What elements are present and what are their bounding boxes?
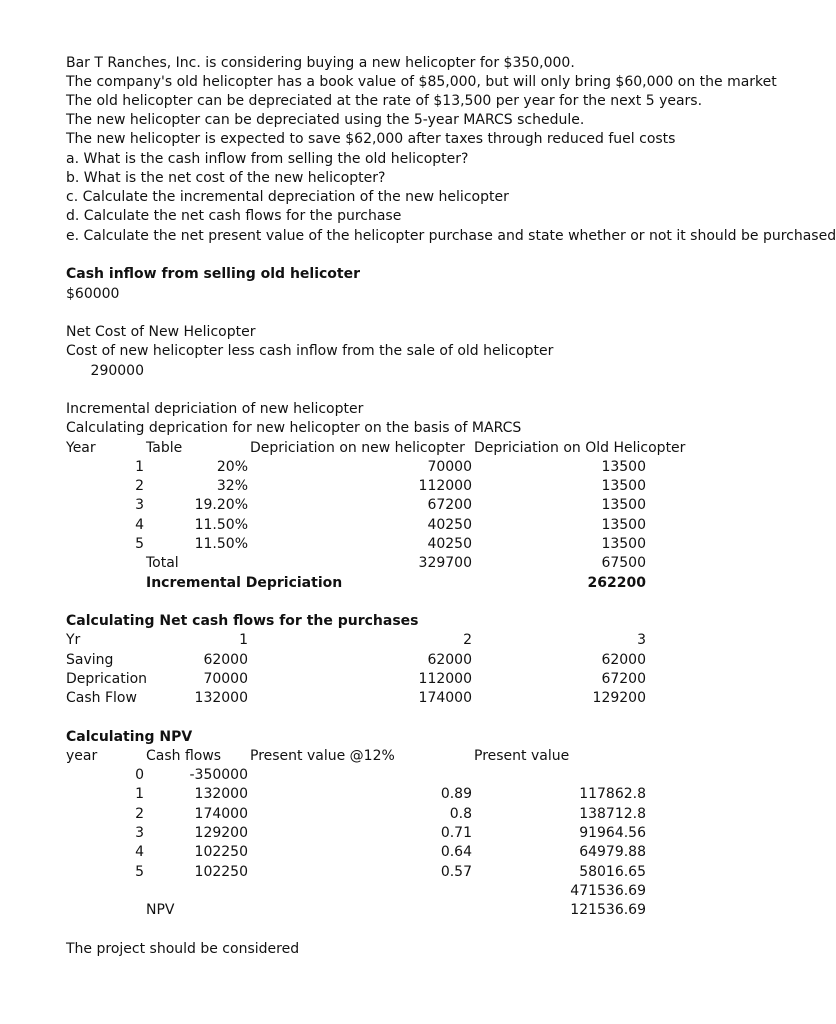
table-cell: 11.50% <box>194 517 248 533</box>
year-cell: 4 <box>135 844 144 860</box>
new-depreciation-cell: 112000 <box>418 478 472 494</box>
intro-text: The new helicopter can be depreciated using the 5-year MARCS schedule. <box>66 112 585 128</box>
depreciation-description-text: Calculating deprication for new helicopter on the basis of MARCS <box>66 420 522 436</box>
header-cash-flows: Cash flows <box>146 748 222 764</box>
intro-text: The old helicopter can be depreciated at the rate of $13,500 per year for the next 5 years. <box>66 93 703 109</box>
row-label: Saving <box>66 652 114 668</box>
year-cell: 0 <box>135 767 144 783</box>
year-cell: 2 <box>135 806 144 822</box>
intro-text: The new helicopter is expected to save $62,000 after taxes through reduced fuel costs <box>66 131 676 147</box>
incremental-value: 262200 <box>587 575 646 591</box>
col-3: 129200 <box>592 690 646 706</box>
net-cost-heading-text: Net Cost of New Helicopter <box>66 324 256 340</box>
header-old-depreciation: Depriciation on Old Helicopter <box>474 440 686 456</box>
old-depreciation-cell: 13500 <box>601 536 646 552</box>
intro-text: Bar T Ranches, Inc. is considering buying a new helicopter for $350,000. <box>66 55 575 71</box>
col-1: 70000 <box>203 671 248 687</box>
intro-text: The company's old helicopter has a book value of $85,000, but will only bring $60,000 on the market <box>66 74 777 90</box>
intro-text: c. Calculate the incremental depreciation of the new helicopter <box>66 189 509 205</box>
col-3: 67200 <box>601 671 646 687</box>
year-cell: 4 <box>135 517 144 533</box>
pv-factor-cell: 0.57 <box>440 864 472 880</box>
old-depreciation-cell: 13500 <box>601 459 646 475</box>
cash-flow-cell: 132000 <box>194 786 248 802</box>
conclusion-text: The project should be considered <box>66 941 300 957</box>
table-cell: 32% <box>216 478 248 494</box>
header-table: Table <box>146 440 183 456</box>
cash-flow-cell: 102250 <box>194 844 248 860</box>
cash-flow-cell: 129200 <box>194 825 248 841</box>
cash-flow-cell: 174000 <box>194 806 248 822</box>
npv-value: 121536.69 <box>570 902 646 918</box>
cash-inflow-value-text: $60000 <box>66 286 120 302</box>
pv-factor-cell: 0.64 <box>440 844 472 860</box>
npv-heading-text: Calculating NPV <box>66 729 193 745</box>
year-cell: 2 <box>135 478 144 494</box>
intro-text: b. What is the net cost of the new helicopter? <box>66 170 386 186</box>
table-cell: 19.20% <box>194 497 248 513</box>
intro-text: e. Calculate the net present value of the helicopter purchase and state whether or not it should be purchased <box>66 228 836 244</box>
old-depreciation-cell: 13500 <box>601 497 646 513</box>
present-value-cell: 117862.8 <box>579 786 646 802</box>
present-value-cell: 58016.65 <box>579 864 646 880</box>
col-2: 112000 <box>418 671 472 687</box>
cashflows-heading-text: Calculating Net cash flows for the purchases <box>66 613 419 629</box>
row-label: Yr <box>66 632 81 648</box>
intro-text: d. Calculate the net cash flows for the purchase <box>66 208 402 224</box>
total-new: 329700 <box>418 555 472 571</box>
table-cell: 11.50% <box>194 536 248 552</box>
npv-label: NPV <box>146 902 175 918</box>
header-present-value: Present value <box>474 748 570 764</box>
year-cell: 3 <box>135 825 144 841</box>
new-depreciation-cell: 67200 <box>427 497 472 513</box>
incremental-label: Incremental Depriciation <box>146 575 343 591</box>
intro-text: a. What is the cash inflow from selling the old helicopter? <box>66 151 469 167</box>
new-depreciation-cell: 70000 <box>427 459 472 475</box>
year-cell: 1 <box>135 459 144 475</box>
old-depreciation-cell: 13500 <box>601 517 646 533</box>
col-2: 2 <box>463 632 472 648</box>
col-3: 3 <box>637 632 646 648</box>
col-1: 132000 <box>194 690 248 706</box>
col-2: 62000 <box>427 652 472 668</box>
net-cost-description-text: Cost of new helicopter less cash inflow from the sale of old helicopter <box>66 343 554 359</box>
col-1: 1 <box>239 632 248 648</box>
cash-flow-cell: -350000 <box>189 767 248 783</box>
old-depreciation-cell: 13500 <box>601 478 646 494</box>
header-year: Year <box>66 440 96 456</box>
pv-factor-cell: 0.89 <box>440 786 472 802</box>
total-old: 67500 <box>601 555 646 571</box>
col-1: 62000 <box>203 652 248 668</box>
header-year: year <box>66 748 98 764</box>
cash-inflow-heading-text: Cash inflow from selling old helicoter <box>66 266 361 282</box>
pv-factor-cell: 0.71 <box>440 825 472 841</box>
present-value-cell: 138712.8 <box>579 806 646 822</box>
sheet-print-area <box>66 54 836 974</box>
table-cell: 20% <box>216 459 248 475</box>
col-3: 62000 <box>601 652 646 668</box>
new-depreciation-cell: 40250 <box>427 536 472 552</box>
row-label: Deprication <box>66 671 148 687</box>
year-cell: 3 <box>135 497 144 513</box>
col-2: 174000 <box>418 690 472 706</box>
new-depreciation-cell: 40250 <box>427 517 472 533</box>
sum-present-value: 471536.69 <box>570 883 646 899</box>
year-cell: 1 <box>135 786 144 802</box>
present-value-cell: 64979.88 <box>579 844 646 860</box>
row-label: Cash Flow <box>66 690 137 706</box>
depreciation-heading-text: Incremental depriciation of new helicopter <box>66 401 364 417</box>
present-value-cell: 91964.56 <box>579 825 646 841</box>
total-label: Total <box>146 555 179 571</box>
pv-factor-cell: 0.8 <box>449 806 472 822</box>
header-pv-factor: Present value @12% <box>250 748 395 764</box>
year-cell: 5 <box>135 864 144 880</box>
header-new-depreciation: Depriciation on new helicopter <box>250 440 465 456</box>
cash-flow-cell: 102250 <box>194 864 248 880</box>
year-cell: 5 <box>135 536 144 552</box>
net-cost-value-text: 290000 <box>90 363 144 379</box>
